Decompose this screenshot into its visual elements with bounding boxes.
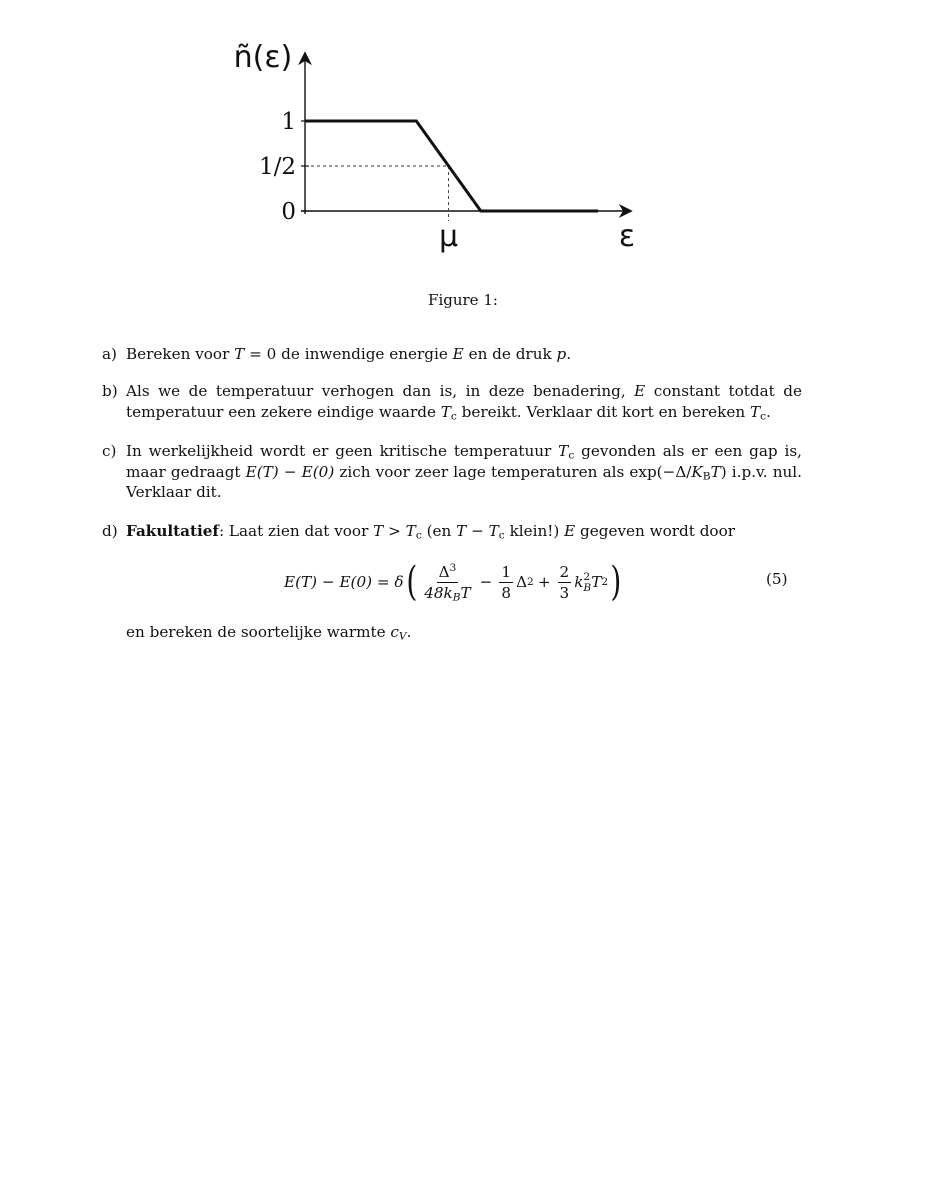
item-d-math-1: T > T <box>373 522 416 540</box>
item-a-math-3: p <box>556 345 567 363</box>
item-d-text-4: gegeven wordt door <box>575 522 735 540</box>
item-c-label: c) <box>102 442 117 460</box>
equation-t: T <box>591 573 602 591</box>
y-tick-label-1: 1/2 <box>258 154 296 180</box>
item-b-text-1: Als we de temperatuur verhogen dan is, in deze benadering, <box>126 382 635 400</box>
fraction-1-denominator-tail: T <box>460 583 471 602</box>
item-c-math-2: E(T) − E(0) <box>245 462 335 481</box>
item-b-text-4: . <box>766 402 771 421</box>
fraction-2-denominator: 8 <box>501 583 512 602</box>
item-b-label: b) <box>102 382 118 400</box>
y-tick-label-2: 0 <box>281 199 296 225</box>
item-c-math-4: T <box>710 462 721 481</box>
x-axis-label: ε <box>618 219 636 254</box>
item-d-bold: Fakultatief <box>126 522 219 540</box>
fraction-2 <box>499 563 513 602</box>
item-c-text-3: zich voor zeer lage temperaturen als exp(−Δ/ <box>334 462 692 481</box>
item-d-text-3: klein!) <box>504 522 565 540</box>
item-c-math-3: K <box>691 462 703 481</box>
item-b-math-3: T <box>749 402 761 421</box>
equation-k-sub: B <box>583 581 592 594</box>
fraction-3 <box>558 563 572 602</box>
item-c-sub-3: B <box>702 469 711 483</box>
fraction-2-numerator: 1 <box>501 562 512 581</box>
item-a-text-1: Bereken voor <box>126 345 235 363</box>
fraction-1-denominator-sub: B <box>452 590 461 604</box>
item-b-math-2: T <box>440 402 451 421</box>
item-b <box>102 381 802 422</box>
item-a-label: a) <box>102 345 117 363</box>
figure-1-chart <box>0 0 926 270</box>
x-tick-label-0: μ <box>439 219 459 254</box>
fraction-1-denominator: 48k <box>424 583 453 602</box>
item-d-math-3: E <box>564 522 576 540</box>
item-d-text-2: (en <box>421 522 457 540</box>
item-c-text-2: gevonden als er een gap is, maar gedraagt <box>126 442 802 481</box>
item-d-label: d) <box>102 522 118 540</box>
item-a-math-1: T <box>234 345 245 363</box>
fraction-3-numerator: 2 <box>559 562 570 581</box>
y-tick-label-0: 1 <box>281 109 296 135</box>
item-a-text-2: = 0 de inwendige energie <box>244 345 453 363</box>
closing-text-2: . <box>406 623 412 641</box>
y-axis-label: ñ(ε) <box>233 40 293 75</box>
closing-math-1: c <box>390 623 399 641</box>
item-a <box>102 344 802 365</box>
item-d-sub-1: c <box>415 528 422 542</box>
item-c <box>102 441 802 503</box>
item-c-text-1: In werkelijkheid wordt er geen kritische temperatuur <box>126 442 559 460</box>
fraction-1 <box>422 560 472 604</box>
item-c-sub-1: c <box>568 448 575 462</box>
fraction-1-numerator: Δ <box>438 562 450 581</box>
equation-number: (5) <box>766 570 788 588</box>
item-b-math-1: E <box>634 382 646 400</box>
figure-caption: Figure 1: <box>428 291 498 309</box>
equation-lhs: E(T) − E(0) = δ <box>284 573 404 591</box>
item-b-text-2: constant totdat de temperatuur een zekere eindige waarde <box>126 382 802 421</box>
item-c-math-1: T <box>558 442 569 460</box>
item-b-sub-3: c <box>760 409 767 423</box>
equation-k-sup: 2 <box>583 570 591 583</box>
equation-minus: − <box>479 573 493 591</box>
fraction-3-denominator: 3 <box>559 583 570 602</box>
item-d-sub-2: c <box>498 528 505 542</box>
item-a-math-2: E <box>452 345 464 363</box>
closing-text-1: en bereken de soortelijke warmte <box>126 623 391 641</box>
item-b-text-3: bereikt. Verklaar dit kort en bereken <box>456 402 750 421</box>
equation-5: E(T) − E(0) = δ ( $\frac{\Delta^3}{48k_BT}$ − $\frac{1}{8}$ Δ 2 + $\frac{2}{3}$ k 2 B T 2 ) <box>284 559 622 605</box>
item-b-sub-2: c <box>450 409 457 423</box>
closing-sub-1: V <box>398 629 407 643</box>
item-d-math-2: T − T <box>456 522 499 540</box>
equation-paren-close: ) <box>610 559 622 605</box>
equation-k: k <box>574 573 584 591</box>
item-d-text-1: : Laat zien dat voor <box>218 522 374 540</box>
fraction-1-numerator-sup: 3 <box>449 560 457 574</box>
item-a-text-3: en de druk <box>463 345 557 363</box>
equation-paren-open: ( <box>405 559 417 605</box>
item-d <box>102 521 802 542</box>
item-a-text-4: . <box>566 345 572 363</box>
item-c-text-4: ) i.p.v. nul. Verklaar dit. <box>126 462 802 501</box>
equation-delta: Δ <box>516 573 528 591</box>
equation-plus: + <box>537 573 551 591</box>
closing-sentence <box>126 623 411 641</box>
